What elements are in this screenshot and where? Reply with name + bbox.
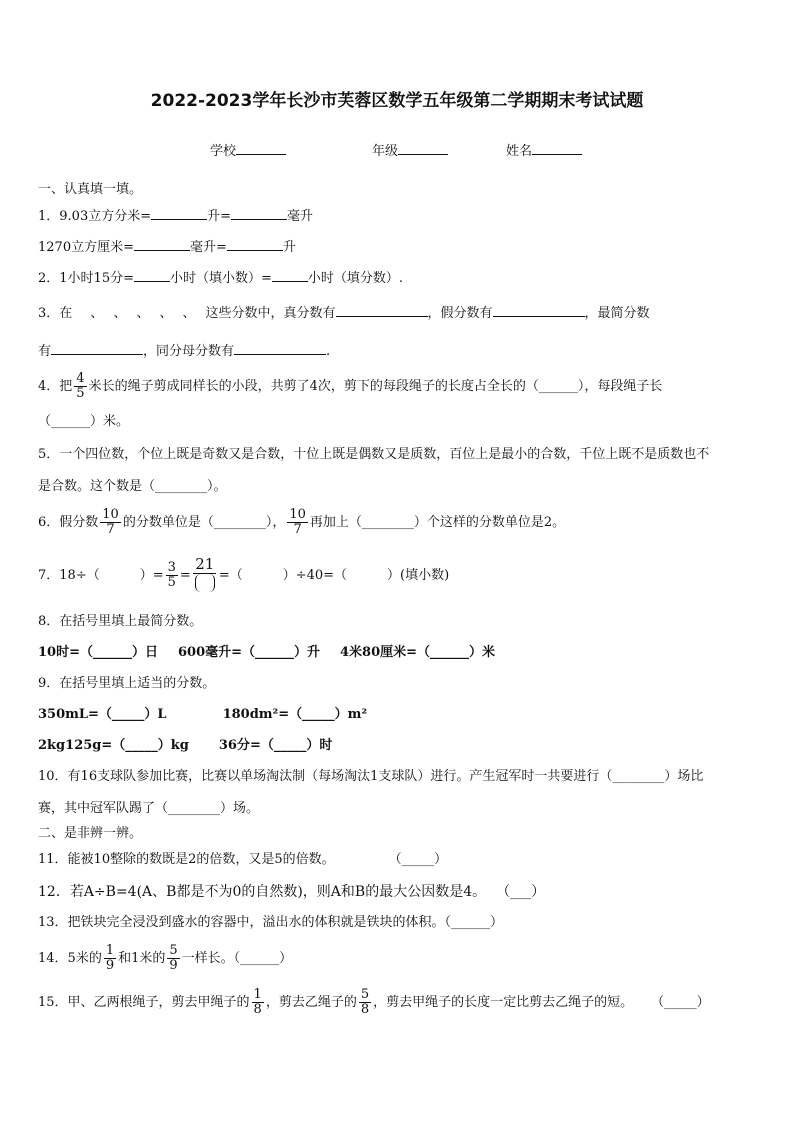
q2-text-a: 2．1小时15分= <box>38 271 134 286</box>
question-5-line-2: 是合数。这个数是（________）。 <box>38 479 227 494</box>
name-label: 姓名 <box>506 144 533 159</box>
q8-item-1: 10时=（______）日 <box>38 645 158 660</box>
q3-blank-3[interactable] <box>51 341 143 355</box>
q6-fraction-1-numerator: 10 <box>102 507 119 522</box>
q3-sep-3: 、 <box>136 306 150 321</box>
q7-text-d: =（ <box>218 568 243 583</box>
q14-fraction-1-denominator: 9 <box>105 958 115 973</box>
name-blank[interactable] <box>532 142 582 155</box>
q1-blank-2[interactable] <box>231 206 287 220</box>
q3-blank-1[interactable] <box>336 303 428 317</box>
question-4-line-1 <box>38 372 662 401</box>
q15-text-b: ，剪去乙绳子的 <box>265 995 357 1010</box>
question-12 <box>38 882 545 902</box>
q6-text-a: 6．假分数 <box>38 515 99 530</box>
q15-text-c: ，剪去甲绳子的长度一定比剪去乙绳子的短。 <box>373 995 634 1010</box>
school-field <box>210 140 286 159</box>
q7-fraction-2 <box>193 555 217 596</box>
q6-fraction-1-denominator: 7 <box>106 522 115 537</box>
q7-text-e: ）÷40=（ <box>282 568 348 583</box>
q14-fraction-1-numerator: 1 <box>105 943 115 958</box>
q1-blank-3[interactable] <box>134 237 190 251</box>
question-1-line-1 <box>38 206 313 227</box>
q14-text-c: 一样长。（______） <box>181 951 293 966</box>
q7-text-f: ）(填小数) <box>387 568 450 583</box>
question-9-row-2 <box>38 736 332 756</box>
q11-answer[interactable]: （_____） <box>388 852 448 867</box>
q1-text-e: 毫升= <box>189 240 227 255</box>
q7-fraction-1 <box>166 561 178 590</box>
q15-fraction-1-numerator: 1 <box>253 987 262 1002</box>
q3-text-j: 有 <box>38 344 52 359</box>
question-3-line-1 <box>38 303 650 324</box>
q7-fraction-2-numerator: 21 <box>195 555 215 573</box>
q3-text-h: ，假分数有 <box>427 306 493 321</box>
q1-blank-4[interactable] <box>227 237 283 251</box>
q1-text-c: 毫升 <box>287 209 314 224</box>
q7-fraction-1-denominator: 5 <box>167 575 176 590</box>
q2-text-b: 小时（填小数）= <box>169 271 272 286</box>
q1-text-d: 1270立方厘米= <box>38 240 134 255</box>
q8-item-3: 4米80厘米=（______）米 <box>340 645 496 660</box>
q15-fraction-1 <box>252 988 264 1017</box>
section-heading-1: 一、认真填一填。 <box>38 182 143 197</box>
question-4-line-2: （______）米。 <box>38 414 130 429</box>
question-6 <box>38 508 565 537</box>
q15-text-a: 15．甲、乙两根绳子，剪去甲绳子的 <box>38 995 250 1010</box>
q1-text-a: 1．9.03立方分米= <box>38 209 152 224</box>
question-1-line-2 <box>38 237 296 258</box>
q15-fraction-2-denominator: 8 <box>360 1002 370 1017</box>
grade-label: 年级 <box>372 144 399 159</box>
question-8-prompt: 8．在括号里填上最简分数。 <box>38 614 203 629</box>
q2-text-c: 小时（填分数）. <box>307 271 404 286</box>
q3-blank-2[interactable] <box>493 303 585 317</box>
name-field <box>506 140 582 159</box>
q14-fraction-2-denominator: 9 <box>169 958 178 973</box>
q9-item-2: 180dm²=（_____）m² <box>222 707 368 722</box>
q6-fraction-2 <box>287 508 308 537</box>
q2-blank-2[interactable] <box>272 268 308 282</box>
school-label: 学校 <box>210 144 237 159</box>
school-blank[interactable] <box>236 142 286 155</box>
question-15 <box>38 988 710 1017</box>
q9-item-3: 2kg125g=（_____）kg <box>38 738 189 753</box>
q3-sep-4: 、 <box>159 306 173 321</box>
q6-fraction-2-numerator: 10 <box>289 507 306 522</box>
q3-blank-4[interactable] <box>234 341 326 355</box>
question-11 <box>38 850 447 870</box>
question-10-line-1: 10．有16支球队参加比赛，比赛以单场淘汰制（每场淘汰1支球队）进行。产生冠军时一共要进行（________）场比 <box>38 769 704 784</box>
q6-fraction-2-denominator: 7 <box>293 522 302 537</box>
q3-sep-1: 、 <box>90 306 104 321</box>
q7-text-a: 7．18÷（ <box>38 568 100 583</box>
question-3-line-2 <box>38 341 330 362</box>
q6-fraction-1 <box>100 508 121 537</box>
question-8-items <box>38 643 495 663</box>
q8-item-2: 600毫升=（______）升 <box>177 645 321 660</box>
q14-fraction-1 <box>104 944 116 973</box>
question-7 <box>38 555 449 596</box>
q4-text-b: 米长的绳子剪成同样长的小段，共剪了4次，剪下的每段绳子的长度占全长的（______），每段绳子长 <box>88 379 663 394</box>
question-10-line-2: 赛，其中冠军队踢了（________）场。 <box>38 801 260 816</box>
q7-text-b: ）= <box>139 568 164 583</box>
q15-fraction-1-denominator: 8 <box>253 1002 262 1017</box>
q14-fraction-2-numerator: 5 <box>169 943 178 958</box>
section-heading-2: 二、是非辨一辨。 <box>38 826 143 841</box>
q15-answer[interactable]: （_____） <box>651 995 710 1010</box>
question-9-row-1 <box>38 705 367 725</box>
question-2 <box>38 268 403 289</box>
q6-text-b: 的分数单位是（________）， <box>122 515 286 530</box>
q4-fraction-denominator: 5 <box>76 386 85 401</box>
q1-blank-1[interactable] <box>151 206 207 220</box>
q3-sep-5: 、 <box>182 306 196 321</box>
q12-text: 12．若A÷B=4(A、B都是不为0的自然数)，则A和B的最大公因数是4。 <box>38 884 487 900</box>
q15-fraction-2-numerator: 5 <box>360 987 370 1002</box>
q9-item-4: 36分=（_____）时 <box>218 738 333 753</box>
q1-text-b: 升= <box>207 209 232 224</box>
q7-fraction-1-numerator: 3 <box>167 560 176 575</box>
question-5-line-1: 5．一个四位数，个位上既是奇数又是合数，十位上既是偶数又是质数，百位上是最小的合数，千位上既不是质数也不 <box>38 447 710 462</box>
q3-text-l: . <box>326 344 331 359</box>
q3-text-g: 这些分数中，真分数有 <box>205 306 336 321</box>
question-14 <box>38 944 292 973</box>
q14-fraction-2 <box>167 944 179 973</box>
q7-text-c: = <box>179 568 191 583</box>
q3-text-a: 3．在 <box>38 306 73 321</box>
page-title: 2022-2023学年长沙市芙蓉区数学五年级第二学期期末考试试题 <box>150 91 644 111</box>
q14-text-b: 和1米的 <box>118 951 166 966</box>
q3-text-i: ，最简分数 <box>584 306 650 321</box>
q11-text: 11．能被10整除的数既是2的倍数，又是5的倍数。 <box>38 852 335 867</box>
question-9-prompt: 9．在括号里填上适当的分数。 <box>38 676 216 691</box>
q9-item-1: 350mL=（_____）L <box>38 707 167 722</box>
q14-text-a: 14．5米的 <box>38 951 102 966</box>
q3-text-k: ，同分母分数有 <box>143 344 235 359</box>
q15-fraction-2 <box>359 988 371 1017</box>
q7-fraction-2-denominator[interactable] <box>193 574 217 596</box>
grade-blank[interactable] <box>398 142 448 155</box>
q6-text-c: 再加上（________）个这样的分数单位是2。 <box>309 515 566 530</box>
q12-answer[interactable]: （___） <box>496 884 546 900</box>
question-13: 13．把铁块完全浸没到盛水的容器中，溢出水的体积就是铁块的体积。（______） <box>38 915 504 930</box>
q4-fraction <box>74 372 86 401</box>
q7-fraction-2-blank[interactable] <box>195 574 215 592</box>
q4-text-a: 4．把 <box>38 379 73 394</box>
q1-text-f: 升 <box>282 240 296 255</box>
q2-blank-1[interactable] <box>134 268 170 282</box>
q4-fraction-numerator: 4 <box>76 371 85 386</box>
q3-sep-2: 、 <box>113 306 127 321</box>
grade-field <box>372 140 448 159</box>
